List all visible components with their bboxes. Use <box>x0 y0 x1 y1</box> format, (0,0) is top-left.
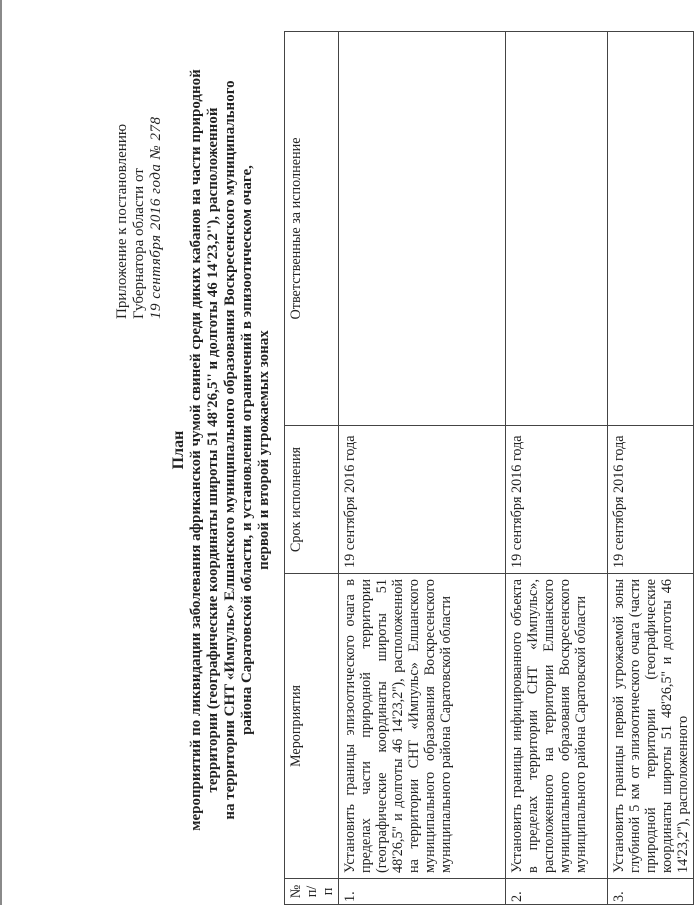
row-num: 2. <box>506 879 608 905</box>
row-term: 19 сентября 2016 года <box>506 426 608 574</box>
title-line-5: первой и второй угрожаемых зонах <box>256 330 272 570</box>
row-responsible <box>506 32 608 426</box>
title-heading: План <box>170 430 187 470</box>
row-term: 19 сентября 2016 года <box>339 426 506 574</box>
row-action: Установить границы эпизоотического очага в пределах части природной территории (географические координаты широты 51 48'26,5'' и долготы 46 14'23,2''), расположенной на территории СНТ «Импульс» Елшанского муниципального образования Воскресенского муниципального района Саратовской области <box>339 574 506 879</box>
row-num: 1. <box>339 879 506 905</box>
table-row <box>506 32 608 905</box>
row-num: 3. <box>608 879 694 905</box>
title-line-1: мероприятий по ликвидации заболевания африканской чумой свиней среди диких кабанов на части природной <box>188 69 204 831</box>
table-row <box>339 32 506 905</box>
header-action: Мероприятия <box>285 574 339 879</box>
header-term: Срок исполнения <box>285 426 339 574</box>
appendix-date: 19 сентября 2016 года № 278 <box>148 116 164 319</box>
appendix-line-2: Губернатора области от <box>131 168 147 319</box>
appendix-block <box>114 19 165 319</box>
title-line-2: территории (географические координаты широты 51 48'26,5'' и долготы 46 14'23,2''), расположенной <box>205 107 221 793</box>
row-term: 19 сентября 2016 года <box>608 426 694 574</box>
header-responsible: Ответственные за исполнение <box>285 32 339 426</box>
appendix-line-1: Приложение к постановлению <box>114 123 130 319</box>
row-action: Установить границы инфицированного объекта в пределах территории СНТ «Импульс», расположенного на территории Елшанского муниципального образования Воскресенского муниципального района Саратовской области <box>506 574 608 879</box>
table-row <box>608 32 694 905</box>
header-num: № п/п <box>285 879 339 905</box>
title-line-3: на территории СНТ «Импульс» Елшанского муниципального образования Воскресенского муниципального <box>222 80 238 820</box>
document-title <box>170 35 273 865</box>
measures-table <box>284 31 694 905</box>
row-action: Установить границы первой угрожаемой зоны глубиной 5 км от эпизоотического очага (части природной территории (географические координаты широты 51 48'26,5'' и долготы 46 14'23,2''), расположенного <box>608 574 694 879</box>
row-responsible <box>608 32 694 426</box>
table-header-row <box>285 32 339 905</box>
title-line-4: района Саратовской области, и установлении ограничений в эпизоотическом очаге, <box>239 165 255 735</box>
row-responsible <box>339 32 506 426</box>
